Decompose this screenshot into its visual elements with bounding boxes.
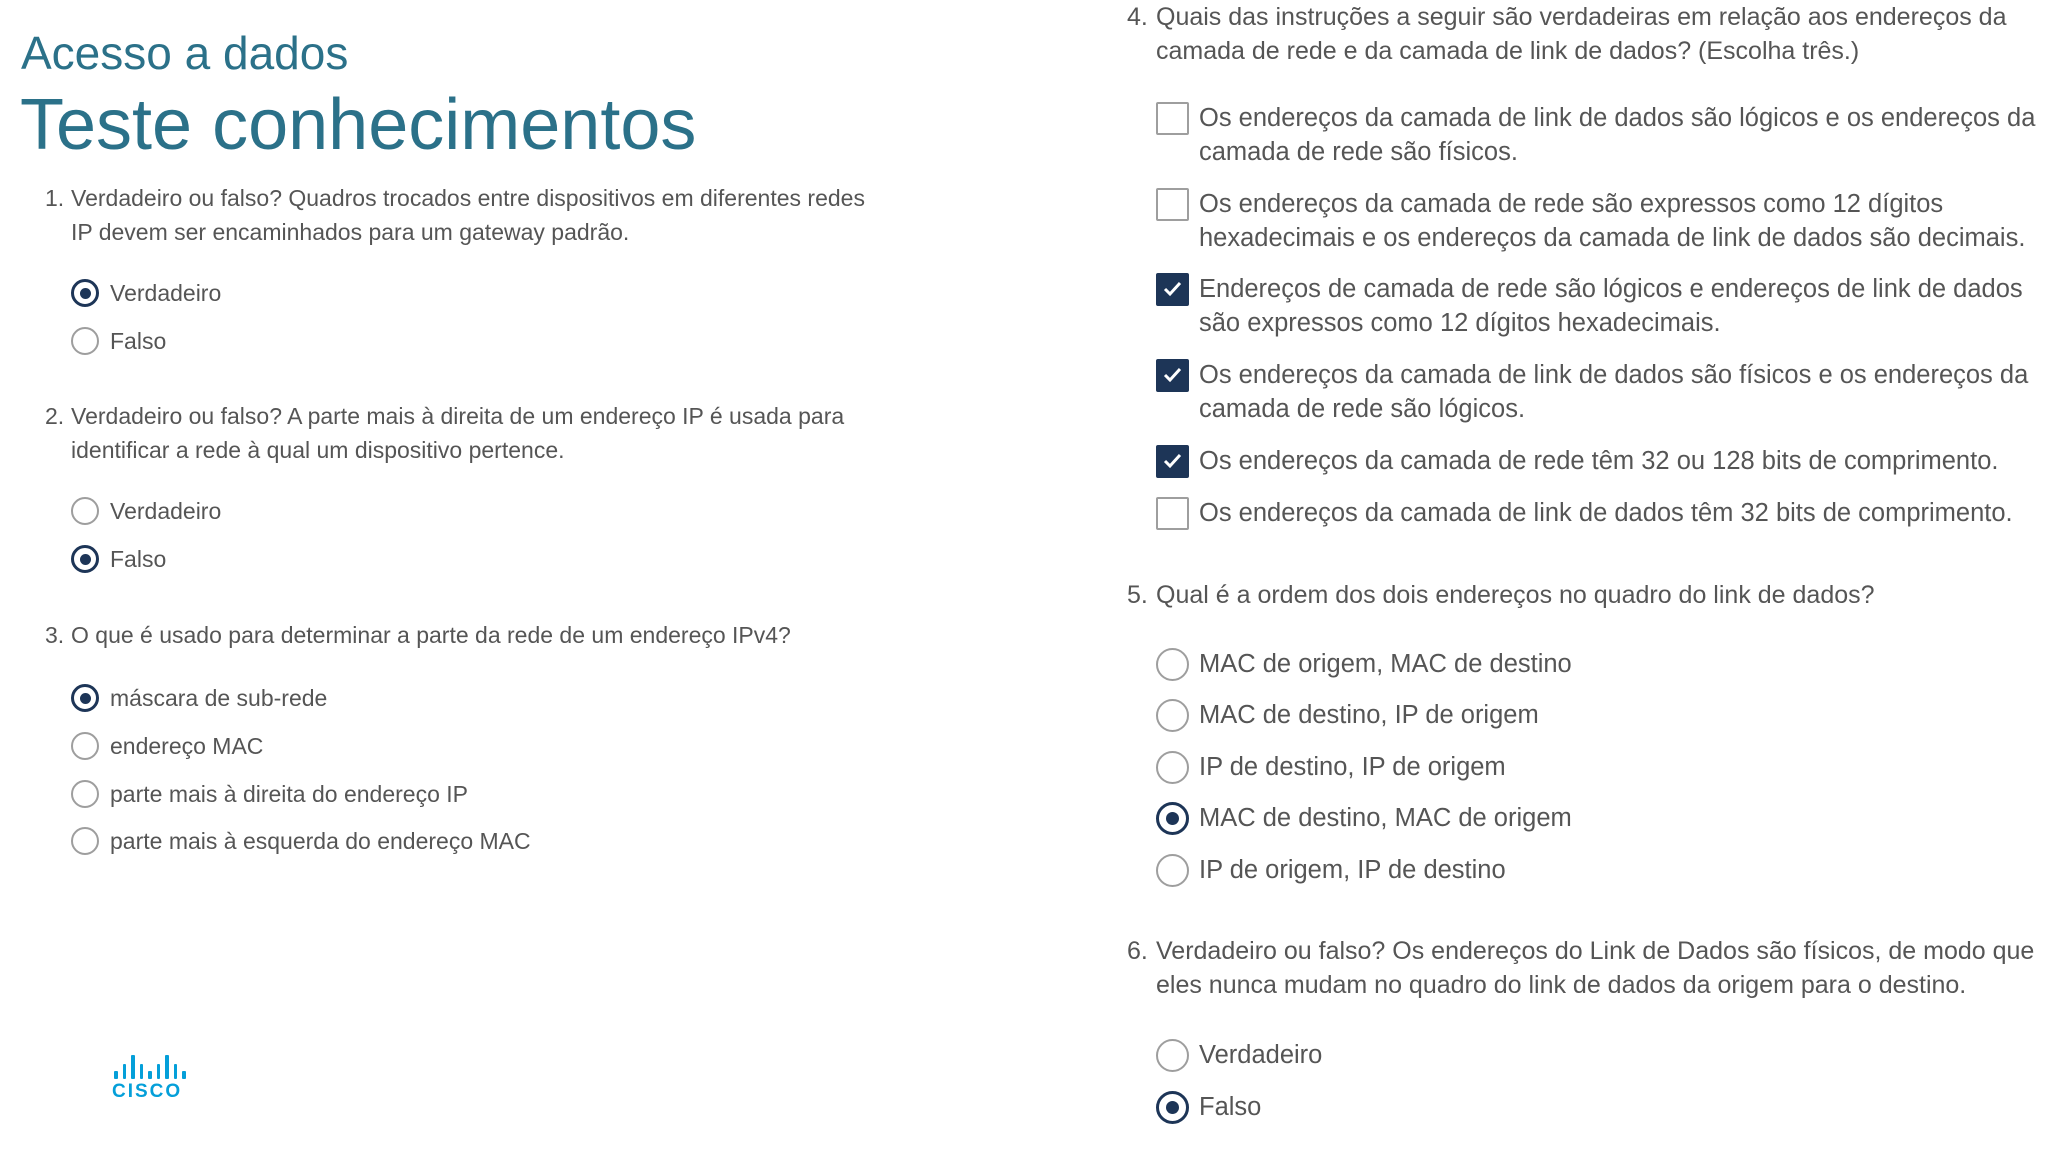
option-label: parte mais à direita do endereço IP bbox=[110, 780, 468, 807]
q3-option-mascara[interactable] bbox=[71, 684, 327, 712]
question-text-line: Quais das instruções a seguir são verdadeiras em relação aos endereços da bbox=[1156, 3, 2007, 31]
question-1 bbox=[45, 181, 905, 249]
option-label: MAC de origem, MAC de destino bbox=[1199, 650, 1572, 678]
q5-option-5[interactable] bbox=[1156, 854, 1506, 887]
option-label: camada de rede são físicos. bbox=[1199, 138, 1518, 166]
q4-option-2[interactable] bbox=[1156, 187, 2048, 255]
radio-selected[interactable] bbox=[1156, 1091, 1189, 1124]
question-text-line: Verdadeiro ou falso? Os endereços do Link de Dados são físicos, de modo que bbox=[1156, 937, 2035, 965]
radio-selected[interactable] bbox=[71, 279, 99, 307]
option-label: Os endereços da camada de rede têm 32 ou 128 bits de comprimento. bbox=[1199, 447, 1999, 475]
q4-option-5[interactable] bbox=[1156, 444, 1998, 478]
question-2 bbox=[45, 399, 905, 467]
radio-unselected[interactable] bbox=[1156, 854, 1189, 887]
q4-option-6[interactable] bbox=[1156, 496, 2013, 530]
radio-unselected[interactable] bbox=[1156, 699, 1189, 732]
radio-unselected[interactable] bbox=[71, 327, 99, 355]
radio-unselected[interactable] bbox=[71, 497, 99, 525]
option-label: parte mais à esquerda do endereço MAC bbox=[110, 827, 531, 854]
question-text-line: O que é usado para determinar a parte da rede de um endereço IPv4? bbox=[71, 622, 791, 648]
check-icon bbox=[1163, 281, 1182, 297]
question-number: 3. bbox=[45, 622, 65, 648]
cisco-bars-icon bbox=[114, 1053, 186, 1079]
question-text-line: Qual é a ordem dos dois endereços no quadro do link de dados? bbox=[1156, 581, 1875, 609]
option-label: endereço MAC bbox=[110, 732, 264, 759]
option-label: Verdadeiro bbox=[110, 497, 222, 524]
q5-option-3[interactable] bbox=[1156, 751, 1506, 784]
question-text-line: eles nunca mudam no quadro do link de dados da origem para o destino. bbox=[1156, 971, 1967, 999]
radio-unselected[interactable] bbox=[71, 780, 99, 808]
q4-option-1[interactable] bbox=[1156, 101, 2048, 169]
question-number: 2. bbox=[45, 403, 65, 429]
option-label: Os endereços da camada de link de dados são lógicos e os endereços da bbox=[1199, 104, 2036, 132]
question-text-line: Verdadeiro ou falso? A parte mais à direita de um endereço IP é usada para bbox=[71, 403, 845, 429]
option-label: MAC de destino, IP de origem bbox=[1199, 701, 1539, 729]
option-label: Falso bbox=[1199, 1093, 1262, 1121]
cisco-logo bbox=[112, 1053, 186, 1103]
q5-option-2[interactable] bbox=[1156, 699, 1539, 732]
question-number: 6. bbox=[1127, 937, 1148, 965]
checkbox-checked[interactable] bbox=[1156, 273, 1189, 306]
question-6 bbox=[1127, 934, 2047, 1002]
checkbox-checked[interactable] bbox=[1156, 359, 1189, 392]
question-text-line: camada de rede e da camada de link de dados? (Escolha três.) bbox=[1156, 37, 1860, 65]
cisco-wordmark: CISCO bbox=[112, 1081, 183, 1102]
q6-option-falso[interactable] bbox=[1156, 1091, 1261, 1124]
question-text-line: identificar a rede à qual um dispositivo pertence. bbox=[71, 437, 565, 463]
option-label: camada de rede são lógicos. bbox=[1199, 395, 1526, 423]
question-5 bbox=[1127, 578, 2047, 612]
checkbox-checked[interactable] bbox=[1156, 445, 1189, 478]
option-label: MAC de destino, MAC de origem bbox=[1199, 804, 1572, 832]
q6-option-verdadeiro[interactable] bbox=[1156, 1039, 1322, 1072]
radio-unselected[interactable] bbox=[1156, 1039, 1189, 1072]
option-label: Falso bbox=[110, 327, 167, 354]
question-3 bbox=[45, 618, 905, 652]
q1-option-verdadeiro[interactable] bbox=[71, 279, 221, 307]
radio-selected[interactable] bbox=[71, 545, 99, 573]
q4-option-4[interactable] bbox=[1156, 358, 2048, 426]
option-label: Endereços de camada de rede são lógicos e endereços de link de dados bbox=[1199, 275, 2023, 303]
radio-unselected[interactable] bbox=[1156, 751, 1189, 784]
option-label: IP de origem, IP de destino bbox=[1199, 856, 1506, 884]
option-label: Verdadeiro bbox=[1199, 1041, 1323, 1069]
option-label: IP de destino, IP de origem bbox=[1199, 753, 1506, 781]
question-text-line: Verdadeiro ou falso? Quadros trocados entre dispositivos em diferentes redes bbox=[71, 185, 865, 211]
check-icon bbox=[1163, 367, 1182, 383]
q3-option-esquerda-mac[interactable] bbox=[71, 827, 531, 855]
question-number: 5. bbox=[1127, 581, 1148, 609]
radio-unselected[interactable] bbox=[1156, 648, 1189, 681]
checkbox-unchecked[interactable] bbox=[1156, 188, 1189, 221]
check-icon bbox=[1163, 453, 1182, 469]
question-text-line: IP devem ser encaminhados para um gateway padrão. bbox=[71, 219, 630, 245]
option-label: Os endereços da camada de link de dados são físicos e os endereços da bbox=[1199, 361, 2029, 389]
option-label: Os endereços da camada de rede são expressos como 12 dígitos bbox=[1199, 190, 1944, 218]
q1-option-falso[interactable] bbox=[71, 327, 166, 355]
option-label: Verdadeiro bbox=[110, 279, 222, 306]
option-label: Os endereços da camada de link de dados têm 32 bits de comprimento. bbox=[1199, 499, 2013, 527]
q5-option-1[interactable] bbox=[1156, 648, 1572, 681]
question-number: 4. bbox=[1127, 3, 1148, 31]
q3-option-direita-ip[interactable] bbox=[71, 780, 468, 808]
q4-option-3[interactable] bbox=[1156, 272, 2048, 340]
q2-option-falso[interactable] bbox=[71, 545, 166, 573]
section-subtitle: Acesso a dados bbox=[21, 27, 349, 79]
radio-unselected[interactable] bbox=[71, 732, 99, 760]
radio-selected[interactable] bbox=[71, 684, 99, 712]
page-title: Teste conhecimentos bbox=[20, 85, 697, 165]
question-4 bbox=[1127, 0, 2047, 68]
q2-option-verdadeiro[interactable] bbox=[71, 497, 221, 525]
option-label: máscara de sub-rede bbox=[110, 684, 328, 711]
option-label: Falso bbox=[110, 545, 167, 572]
question-number: 1. bbox=[45, 185, 65, 211]
q5-option-4[interactable] bbox=[1156, 802, 1572, 835]
checkbox-unchecked[interactable] bbox=[1156, 102, 1189, 135]
radio-selected[interactable] bbox=[1156, 802, 1189, 835]
radio-unselected[interactable] bbox=[71, 827, 99, 855]
option-label: hexadecimais e os endereços da camada de link de dados são decimais. bbox=[1199, 224, 2026, 252]
checkbox-unchecked[interactable] bbox=[1156, 497, 1189, 530]
q3-option-mac[interactable] bbox=[71, 732, 263, 760]
option-label: são expressos como 12 dígitos hexadecimais. bbox=[1199, 309, 1721, 337]
